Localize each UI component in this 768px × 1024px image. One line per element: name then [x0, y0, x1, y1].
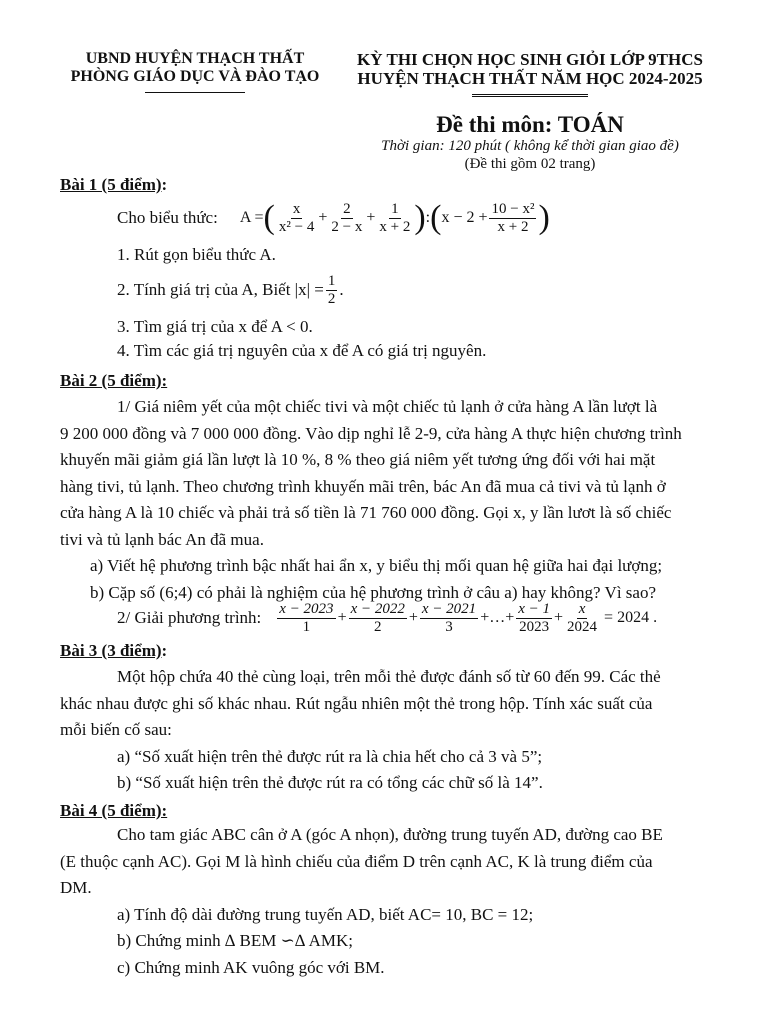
- bai2-line-1: 1/ Giá niêm yết của một chiếc tivi và một chiếc tủ lạnh ở cửa hàng A lần lượt là: [117, 397, 658, 416]
- bai4-qc: c) Chứng minh AK vuông góc với BM.: [117, 957, 385, 977]
- frac-term-2: $\frac{2}{2 - x}$: [331, 200, 363, 235]
- bai4-paragraph: [60, 822, 720, 981]
- frac-half: $\frac{1}{2}$: [327, 272, 336, 307]
- header-divider-right: [472, 94, 588, 97]
- bai1-colon: :: [161, 175, 168, 194]
- eq-frac-3: $\frac{x - 2021}{3}$: [421, 600, 477, 635]
- eq-frac-1: $\frac{x - 2023}{1}$: [279, 600, 334, 635]
- department-name: PHÒNG GIÁO DỤC VÀ ĐÀO TẠO: [70, 68, 320, 85]
- bai4-qa: a) Tính độ dài đường trung tuyến AD, biết AC= 10, BC = 12;: [117, 904, 534, 924]
- bai4-line-3: DM.: [60, 878, 92, 897]
- page-count: (Đề thi gồm 02 trang): [464, 156, 596, 172]
- bai2-line-5: cửa hàng A là 10 chiếc và phải trả số tiền là 71 760 000 đồng. Gọi x, y lần lươt là số chiếc: [60, 503, 672, 522]
- paren-open: (: [263, 199, 275, 236]
- bai1-expression: Cho biểu thức: A = ( $\frac{x}{\text{x² − 4}}$ + $\frac{2}{2 - x}$ + $\frac{1}{x + 2}$ ) : ( x − 2 + $\frac{\text{10 − x²}}{x + 2}$ ): [117, 199, 550, 236]
- frac-term-4: $\frac{\text{10 − x²}}{x + 2}$: [491, 200, 535, 235]
- bai1-q3: 3. Tìm giá trị của x để A < 0.: [117, 317, 313, 336]
- frac-term-1: $\frac{x}{\text{x² − 4}}$: [278, 200, 315, 235]
- bai3-qa: a) “Số xuất hiện trên thẻ được rút ra là chia hết cho cả 3 và 5”;: [117, 746, 543, 766]
- bai1-q2-text: 2. Tính giá trị của A, Biết |x| =: [117, 280, 324, 299]
- bai3-title: Bài 3 (3 điểm): [60, 641, 162, 660]
- bai1-heading: [60, 172, 167, 198]
- header-divider-left: [145, 92, 245, 93]
- paren-open-2: (: [430, 199, 442, 236]
- eq-frac-4: $\frac{x - 1}{2023}$: [518, 600, 551, 635]
- bai4-title: Bài 4 (5 điểm):: [60, 801, 168, 820]
- bai2-equation: 2/ Giải phương trình: $\frac{x - 2023}{1}$ + $\frac{x - 2022}{2}$ + $\frac{x - 2021}{3}$ +…+ $\frac{x - 1}{2023}$ + $\frac{x}{2024}$ = 2024 .: [117, 600, 658, 635]
- bai1-intro: Cho biểu thức:: [117, 208, 218, 227]
- bai3-colon: :: [161, 641, 168, 660]
- eq-frac-2: $\frac{x - 2022}{2}$: [350, 600, 405, 635]
- exam-header: [330, 50, 730, 97]
- bai4-line-2: (E thuộc cạnh AC). Gọi M là hình chiếu của điểm D trên cạnh AC, K là trung điểm của: [60, 851, 653, 871]
- bai2-line-6: tivi và tủ lạnh bác An đã mua.: [60, 529, 264, 549]
- paren-close-2: ): [538, 199, 550, 236]
- bai2-title: Bài 2 (5 điểm):: [60, 371, 168, 390]
- bai4-qb: b) Chứng minh ∆ BEM ∽∆ AMK;: [117, 931, 353, 950]
- eq-frac-5: $\frac{x}{2024}$: [567, 600, 598, 635]
- bai1-q2: [117, 270, 344, 310]
- exam-year: HUYỆN THẠCH THẤT NĂM HỌC 2024-2025: [357, 69, 703, 88]
- time-note: Thời gian: 120 phút ( không kể thời gian giao đề): [381, 138, 679, 154]
- bai3-line-1: Một hộp chứa 40 thẻ cùng loại, trên mỗi thẻ được đánh số từ 60 đến 99. Các thẻ: [117, 667, 661, 686]
- bai2-line-3: khuyến mãi giảm giá lần lượt là 10 %, 8 % theo giá niêm yết tương ứng đối với hai mặt: [60, 450, 656, 469]
- subject-title: Đề thi môn: TOÁN: [436, 112, 624, 137]
- bai2-qa: a) Viết hệ phương trình bậc nhất hai ẩn x, y biểu thị mối quan hệ giữa hai đại lượng;: [90, 556, 663, 575]
- bai4-line-1: Cho tam giác ABC cân ở A (góc A nhọn), đường trung tuyến AD, đường cao BE: [117, 825, 663, 844]
- bai1-q1: 1. Rút gọn biểu thức A.: [117, 245, 276, 264]
- bai2-line-2: 9 200 000 đồng và 7 000 000 đồng. Vào dịp nghỉ lễ 2-9, cửa hàng A thực hiện chương trình: [60, 423, 682, 443]
- bai2-qb: b) Cặp số (6;4) có phải là nghiệm của hệ phương trình ở câu a) hay không? Vì sao?: [90, 582, 657, 602]
- bai3-paragraph: [60, 664, 720, 797]
- bai1-q4: 4. Tìm các giá trị nguyên của x để A có giá trị nguyên.: [117, 341, 487, 360]
- bai3-line-2: khác nhau được ghi số khác nhau. Rút ngẫu nhiên một thẻ trong hộp. Tính xác suất của: [60, 693, 653, 713]
- eq-rhs: = 2024 .: [604, 609, 658, 626]
- eq-dots: +…+: [480, 609, 515, 626]
- bai2-paragraph: [60, 394, 720, 606]
- bai2-eq-prefix: 2/ Giải phương trình:: [117, 608, 262, 627]
- bai4-heading: [60, 798, 167, 824]
- bai3-heading: [60, 638, 167, 664]
- frac-term-3: $\frac{1}{x + 2}$: [379, 200, 411, 235]
- right-prefix: x − 2 +: [441, 209, 488, 226]
- bai3-line-3: mỗi biến cố sau:: [60, 720, 172, 739]
- bai2-line-4: hàng tivi, tủ lạnh. Theo chương trình khuyến mãi trên, bác An đã mua cả tivi và tủ lạnh ở: [60, 476, 666, 496]
- school-header: [60, 50, 330, 93]
- divide-sign: :: [425, 209, 431, 226]
- formula-lhs: A =: [239, 209, 264, 226]
- bai3-qb: b) “Số xuất hiện trên thẻ được rút ra có tổng các chữ số là 14”.: [117, 773, 543, 792]
- bai1-title: Bài 1 (5 điểm): [60, 175, 162, 194]
- paren-close: ): [414, 199, 426, 236]
- bai2-heading: [60, 368, 167, 394]
- exam-title: KỲ THI CHỌN HỌC SINH GIỎI LỚP 9THCS: [357, 50, 703, 69]
- district-name: UBND HUYỆN THẠCH THẤT: [85, 50, 305, 67]
- bai1-q2-period: .: [339, 280, 344, 299]
